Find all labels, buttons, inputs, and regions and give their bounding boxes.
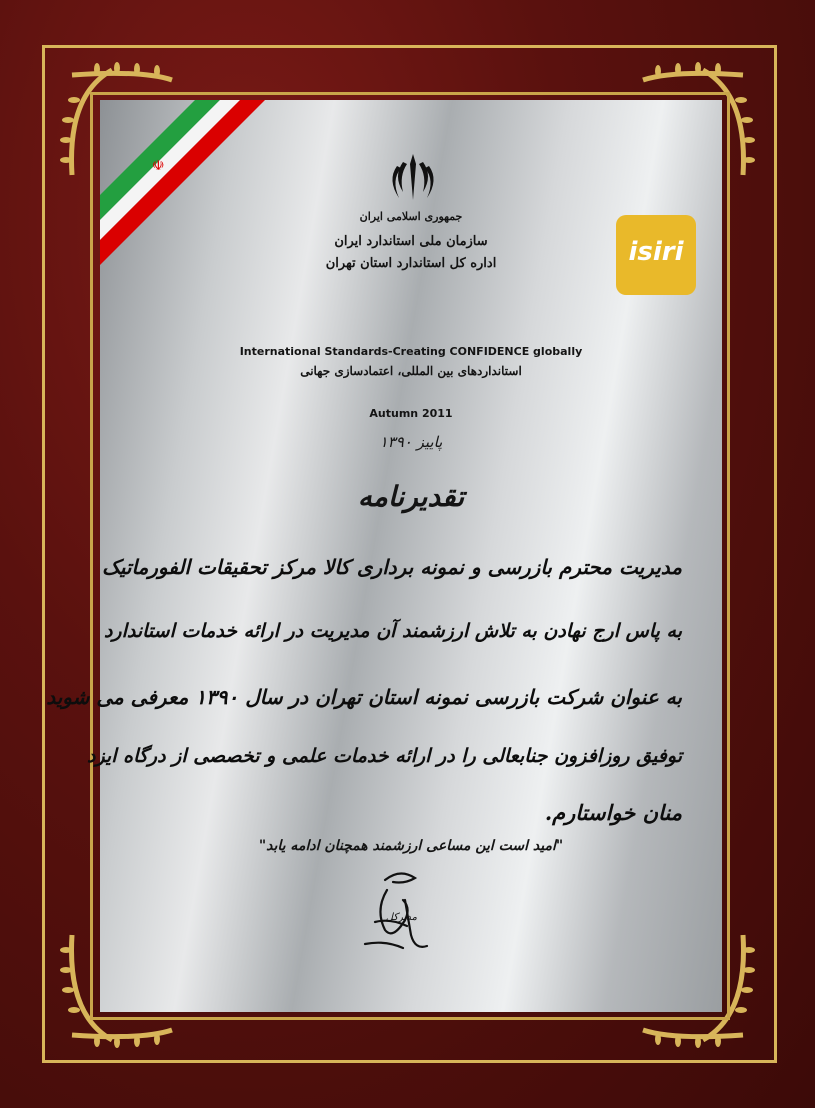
date-persian: پاییز ۱۳۹۰ (379, 433, 443, 451)
iran-emblem-icon (385, 150, 441, 206)
certificate-title: تقدیرنامه (357, 480, 465, 513)
certificate-plate (46, 100, 722, 1012)
office-name: اداره کل استاندارد استان تهران (325, 256, 497, 271)
slogan-english: International Standards-Creating CONFIDENCE globally (239, 345, 583, 358)
svg-text:☫: ☫ (152, 158, 165, 174)
slogan-persian: استانداردهای بین المللی، اعتمادسازی جهانی (300, 364, 522, 378)
svg-text:مدیرکل: مدیرکل (385, 912, 417, 923)
iran-flag-icon (100, 100, 280, 280)
date-english: Autumn 2011 (369, 407, 453, 420)
body-line-4: توفیق روزافزون جنابعالی را در ارائه خدمات علمی و تخصصی از درگاه ایزد (86, 745, 682, 767)
body-line-3: به عنوان شرکت بازرسی نمونه استان تهران در سال ۱۳۹۰ معرفی می شوید (46, 685, 682, 709)
closing-quote: "امید است این مساعی ارزشمند همچنان ادامه یابد" (258, 838, 564, 854)
handwritten-signature-icon (345, 860, 455, 970)
body-line-5: منان خواستارم. (544, 800, 682, 825)
body-line-2: به پاس ارج نهادن به تلاش ارزشمند آن مدیریت در ارائه خدمات استاندارد (103, 620, 682, 642)
body-line-1: مدیریت محترم بازرسی و نمونه برداری کالا مرکز تحقیقات الفورماتیک (101, 555, 682, 579)
isiri-logo (616, 215, 696, 295)
isiri-logo-text: isiri (628, 237, 684, 267)
organization-name: سازمان ملی استاندارد ایران (334, 234, 488, 249)
country-name: جمهوری اسلامی ایران (359, 210, 463, 223)
